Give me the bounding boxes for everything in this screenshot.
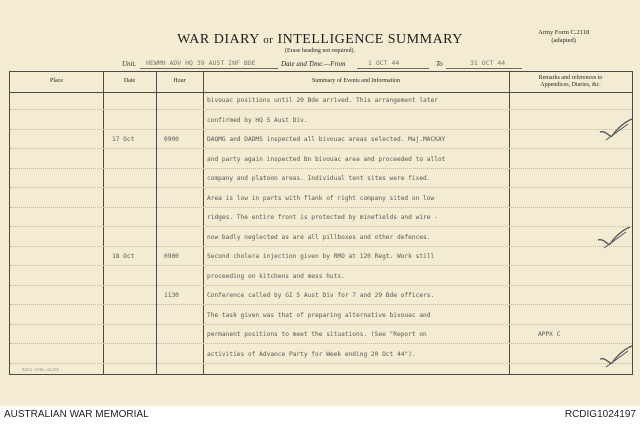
entry-hour: 0900 (164, 136, 179, 143)
pencil-tick-mark (598, 118, 634, 142)
from-date-value: 1 OCT 44 (368, 59, 400, 67)
ruled-line (10, 324, 632, 325)
footer-record-id: RCDIG1024197 (564, 409, 636, 420)
header-rule (10, 92, 632, 93)
ruled-line (10, 109, 632, 110)
army-form-id (538, 29, 589, 45)
diary-table (9, 71, 633, 375)
remarks-header-line1: Remarks and references to (538, 75, 603, 81)
ruled-line (10, 207, 632, 208)
entry-hour: 1130 (164, 292, 179, 299)
form-adapted: (adapted) (551, 37, 576, 44)
from-underline (357, 68, 429, 69)
datetime-label: Date and Time.—From (281, 60, 346, 68)
ruled-line (10, 285, 632, 286)
column-header-summary: Summary of Events and Information (312, 78, 400, 84)
pencil-tick-mark (596, 226, 632, 250)
to-date-value: 31 OCT 44 (470, 59, 506, 67)
ruled-line (10, 168, 632, 169)
to-label: To (436, 60, 443, 68)
to-underline (446, 68, 522, 69)
entry-date: 17 Oct (112, 136, 135, 143)
entry-text: bivouac positions until 20 Bde arrived. This arrangement later (207, 97, 438, 104)
printer-imprint: B.D.G. 10/40—62,474 (22, 367, 59, 372)
title-war-diary: WAR DIARY (177, 32, 260, 47)
ruled-line (10, 304, 632, 305)
ruled-line (10, 187, 632, 188)
entry-date: 18 Oct (112, 253, 135, 260)
column-divider (203, 72, 204, 374)
title-intelligence-summary: INTELLIGENCE SUMMARY (277, 32, 463, 47)
entry-text: Area is low in parts with flank of right company sited on low (207, 194, 435, 202)
entry-text: proceeding on kitchens and mess huts. (207, 272, 345, 280)
ruled-line (10, 363, 632, 364)
title-or: or (263, 34, 274, 46)
entry-remarks: APPX C (538, 331, 561, 338)
column-header-remarks (509, 75, 632, 89)
entry-text: and party again inspected Bn bivouac area and proceeded to allot (207, 155, 446, 163)
ruled-line (10, 343, 632, 344)
ruled-line (10, 265, 632, 266)
column-divider (156, 72, 157, 374)
entry-text: The task given was that of preparing alternative bivouac and (207, 311, 431, 319)
entry-text: company and platoon areas. Individual tent sites were fixed. (207, 175, 431, 182)
form-number: Army Form C.2118 (538, 29, 590, 36)
unit-label: Unit. (122, 60, 137, 68)
unit-value: HEWMH ADV HQ 39 AUST INF BDE (146, 59, 256, 67)
entry-text: Conference called by GI 5 Aust Div for 7 and 29 Bde officers. (207, 292, 435, 299)
entry-hour: 0900 (164, 253, 179, 260)
entry-text: now badly neglected as are all pillboxes and other defences. (207, 233, 431, 241)
entry-text: DAQMG and DADMS inspected all bivouac areas selected. Maj.MACKAY (207, 136, 446, 143)
footer-source: AUSTRALIAN WAR MEMORIAL (4, 409, 149, 420)
unit-underline (140, 68, 278, 69)
entry-text: permanent positions to meet the situations. (See "Report on (207, 331, 427, 338)
column-header-hour: Hour (173, 78, 186, 84)
column-divider (103, 72, 104, 374)
remarks-header-line2: Appendices, Diaries, &c. (540, 82, 601, 88)
entry-text: Second cholera injection given by RMO at 120 Regt. Work still (207, 253, 435, 260)
entry-text: confirmed by HQ 5 Aust Div. (207, 116, 308, 124)
pencil-tick-mark (598, 345, 634, 369)
column-divider (509, 72, 510, 374)
ruled-line (10, 129, 632, 130)
ruled-line (10, 226, 632, 227)
entry-text: activities of Advance Party for Week ending 20 Oct 44"). (207, 350, 416, 358)
column-header-place: Place (50, 78, 63, 84)
entry-text: ridges. The entire front is protected by minefields and wire - (207, 214, 438, 221)
ruled-line (10, 148, 632, 149)
form-subtitle: (Erase heading not required). (285, 48, 355, 54)
ruled-line (10, 246, 632, 247)
column-header-date: Date (123, 78, 136, 84)
